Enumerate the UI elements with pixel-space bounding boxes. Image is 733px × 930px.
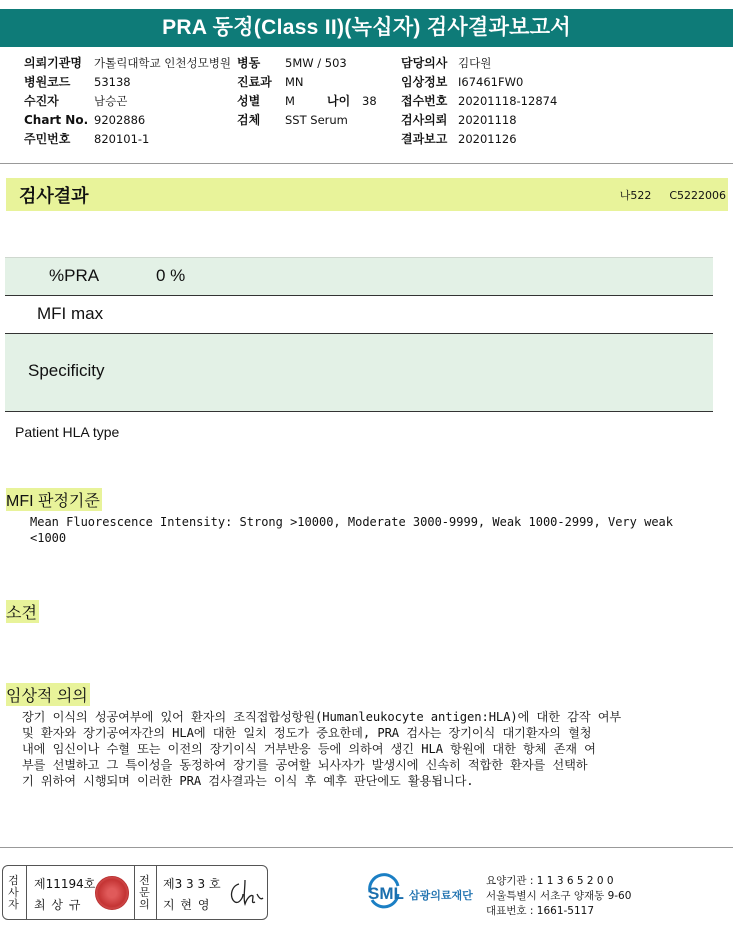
chart-label: Chart No.	[24, 113, 89, 127]
care-number: 요양기관 : 1 1 3 6 5 2 0 0	[486, 875, 614, 887]
examiner-name: 최 상 규	[34, 898, 82, 912]
doctor-label: 담당의사	[401, 56, 448, 70]
sex-label: 성별	[237, 94, 261, 108]
box-divider	[134, 866, 135, 919]
clinical-meaning-section	[6, 683, 90, 706]
org-name: 삼광의료재단	[409, 889, 473, 902]
id-label: 주민번호	[24, 132, 71, 146]
signature-box	[2, 865, 268, 920]
specialist-signature-icon	[225, 876, 265, 910]
box-divider	[26, 866, 27, 919]
clinical-meaning-line: 내에 임신이나 수혈 또는 이전의 장기이식 거부반응 등에 의하여 생긴 HLA 항원에 대한 항체 존재 여	[22, 742, 596, 756]
opinion-heading: 소견	[6, 600, 39, 623]
specificity-label: Specificity	[28, 361, 105, 380]
specificity-row	[5, 334, 713, 412]
specialist-label-char: 전	[139, 874, 150, 887]
clinical-value: I67461FW0	[458, 75, 524, 89]
request-label: 검사의뢰	[401, 113, 448, 127]
specialist-no: 제3 3 3 호	[163, 877, 221, 891]
report-title: PRA 동정(Class II)(녹십자) 검사결과보고서	[0, 9, 733, 47]
clinical-meaning-heading: 임상적 의의	[6, 683, 90, 706]
clinical-meaning-line: 기 위하여 시행되며 이러한 PRA 검사결과는 이식 후 예후 판단에도 활용됩니다.	[22, 774, 474, 788]
info-col-left	[24, 54, 231, 149]
receipt-value: 20201118-12874	[458, 94, 558, 108]
mfi-max-label: MFI max	[37, 304, 104, 323]
mfi-max-row	[5, 296, 713, 334]
clinical-label: 임상정보	[401, 75, 448, 89]
specimen-value: SST Serum	[285, 113, 348, 127]
specialist-vertical-label	[138, 875, 151, 911]
hospital-value: 가톨릭대학교 인천성모병원	[94, 56, 231, 70]
specimen-label: 검체	[237, 113, 261, 127]
age-label: 나이	[327, 94, 351, 108]
pra-label: %PRA	[49, 266, 100, 285]
examiner-label-char: 자	[8, 898, 19, 911]
id-value: 820101-1	[94, 132, 150, 146]
examiner-vertical-label	[7, 875, 20, 911]
result-codes	[602, 187, 726, 203]
org-phone: 대표번호 : 1661-5117	[486, 905, 595, 917]
org-address: 서울특별시 서초구 양재동 9-60	[486, 890, 632, 902]
ward-value: 5MW / 503	[285, 56, 347, 70]
hospital-label: 의뢰기관명	[24, 56, 82, 70]
sml-abbr: SML	[368, 884, 404, 903]
info-col-right	[401, 54, 557, 149]
info-col-middle	[237, 54, 377, 130]
recipient-label: 수진자	[24, 94, 59, 108]
doctor-value: 김다원	[458, 56, 492, 70]
examiner-label-char: 사	[8, 886, 19, 899]
result-code-1: 나522	[619, 189, 652, 202]
chart-value: 9202886	[94, 113, 146, 127]
mfi-criteria-section	[6, 488, 102, 511]
report-date-label: 결과보고	[401, 132, 448, 146]
examiner-seal	[95, 876, 129, 910]
patient-hla-label: Patient HLA type	[15, 424, 120, 440]
mfi-criteria-text	[30, 514, 673, 546]
clinical-meaning-line: 부를 선별하고 그 특이성을 동정하여 장기를 공여할 뇌사자가 발생시에 신속히 적합한 환자를 선택하	[22, 758, 588, 772]
specialist-label-char: 문	[139, 886, 150, 899]
receipt-label: 접수번호	[401, 94, 448, 108]
dept-value: MN	[285, 75, 304, 89]
examiner-label-char: 검	[8, 874, 19, 887]
age-value: 38	[362, 94, 377, 108]
specialist-label-char: 의	[139, 898, 150, 911]
mfi-criteria-line: Mean Fluorescence Intensity: Strong >10000, Moderate 3000-9999, Weak 1000-2999, Very weak	[30, 515, 673, 529]
specialist-name: 지 현 영	[163, 898, 211, 912]
box-divider	[156, 866, 157, 919]
info-divider	[0, 163, 733, 164]
report-date-value: 20201126	[458, 132, 517, 146]
org-contact	[486, 874, 631, 919]
mfi-criteria-heading: MFI 판정기준	[6, 488, 102, 511]
result-code-2: C5222006	[669, 189, 726, 202]
opinion-section	[6, 600, 39, 623]
recipient-value: 남승곤	[94, 94, 128, 108]
clinical-meaning-text	[22, 709, 621, 789]
examiner-no: 제11194호	[34, 877, 96, 891]
pra-value: 0 %	[156, 266, 186, 285]
clinical-meaning-line: 장기 이식의 성공여부에 있어 환자의 조직접합성항원(Humanleukocyte antigen:HLA)에 대한 감작 여부	[22, 710, 622, 724]
results-header-bar	[6, 178, 728, 211]
code-value: 53138	[94, 75, 131, 89]
request-value: 20201118	[458, 113, 517, 127]
code-label: 병원코드	[24, 75, 71, 89]
mfi-criteria-line: <1000	[30, 531, 67, 545]
clinical-meaning-line: 및 환자와 장기공여자간의 HLA에 대한 일치 정도가 중요한데, PRA 검사는 장기이식 대기환자의 혈청	[22, 726, 592, 740]
sex-value: M	[285, 94, 295, 108]
pra-row	[5, 257, 713, 296]
ward-label: 병동	[237, 56, 261, 70]
footer-divider	[0, 847, 733, 848]
dept-label: 진료과	[237, 75, 272, 89]
results-heading: 검사결과	[19, 186, 89, 207]
